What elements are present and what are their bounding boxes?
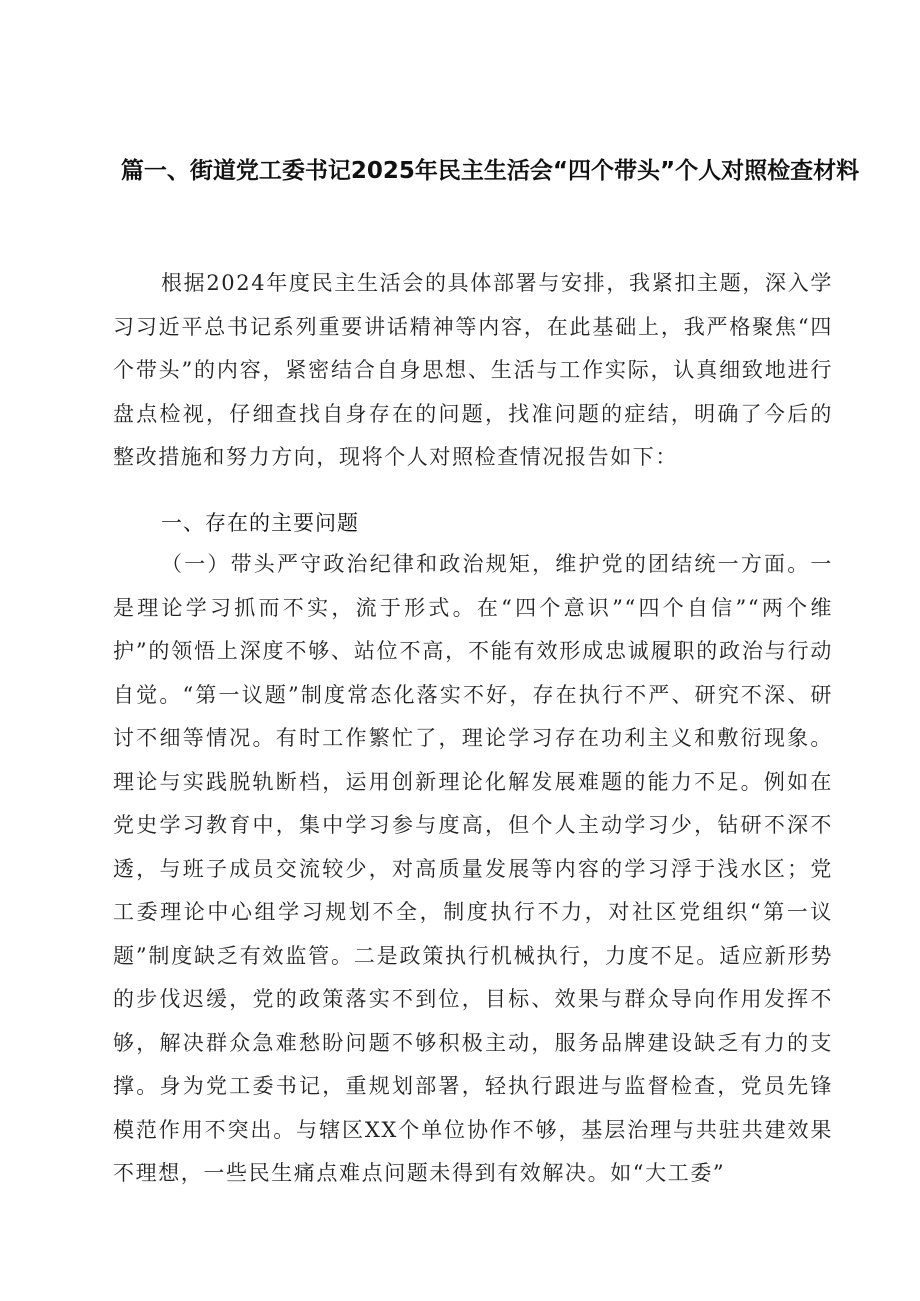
section-paragraph: （一）带头严守政治纪律和政治规矩，维护党的团结统一方面。一是理论学习抓而不实，流于形式。在“四个意识”“四个自信”“两个维护”的领悟上深度不够、站位不高，不能有效形成忠诚履职的政治与行动自觉。“第一议题”制度常态化落实不好，存在执行不严、研究不深、研讨不细等情况。有时工作繁忙了，理论学习存在功利主义和敷衍现象。理论与实践脱轨断档，运用创新理论化解发展难题的能力不足。例如在党史学习教育中，集中学习参与度高，但个人主动学习少，钻研不深不透，与班子成员交流较少，对高质量发展等内容的学习浮于浅水区；党工委理论中心组学习规划不全，制度执行不力，对社区党组织“第一议题”制度缺乏有效监管。二是政策执行机械执行，力度不足。适应新形势的步伐迟缓，党的政策落实不到位，目标、效果与群众导向作用发挥不够，解决群众急难愁盼问题不够积极主动，服务品牌建设缺乏有力的支撑。身为党工委书记，重规划部署，轻执行跟进与监督检查，党员先锋模范作用不突出。与辖区XX个单位协作不够，基层治理与共驻共建效果不理想，一些民生痛点难点问题未得到有效解决。如“大工委” [113, 552, 833, 1185]
section-heading: 一、存在的主要问题 [161, 511, 359, 535]
document-title: 篇一、街道党工委书记2025年民主生活会“四个带头”个人对照检查材料 [120, 158, 860, 184]
intro-paragraph: 根据2024年度民主生活会的具体部署与安排，我紧扣主题，深入学习习近平总书记系列重要讲话精神等内容，在此基础上，我严格聚焦“四个带头”的内容，紧密结合自身思想、生活与工作实际，认真细致地进行盘点检视，仔细查找自身存在的问题，找准问题的症结，明确了今后的整改措施和努力方向，现将个人对照检查情况报告如下： [113, 271, 833, 469]
